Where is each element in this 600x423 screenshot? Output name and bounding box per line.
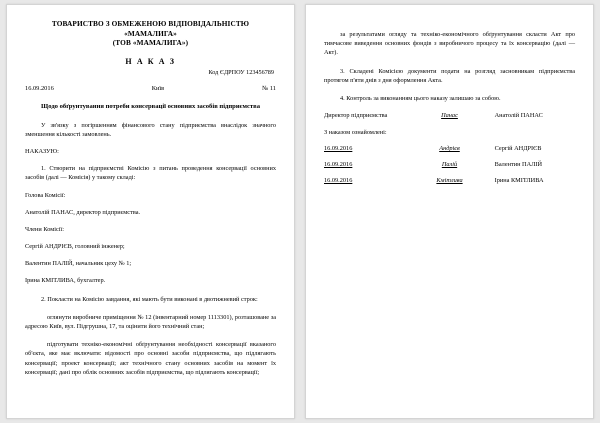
edrpou-code: Код ЄДРПОУ 123456789: [208, 68, 274, 76]
acknowledgement-name: Ірина КМІТЛИВА: [494, 177, 544, 185]
commission-member: Валентин ПАЛІЙ, начальник цеху № 1;: [25, 260, 132, 268]
document-page-2[interactable]: [305, 4, 594, 419]
order-keyword: НАКАЗУЮ:: [25, 148, 59, 156]
order-item-2-sub-c: за результатами огляду та техніко-економічного обґрунтування скласти Акт про тимчасове виведення основних фондів з виробничого процесу та їх консервацію (далі — Акт).: [324, 31, 575, 57]
acknowledgement-date: 16.09.2016: [324, 177, 353, 185]
document-meta-row: [25, 85, 276, 92]
director-role-label: Директор підприємства: [324, 112, 388, 120]
document-date: 16.09.2016: [25, 84, 54, 92]
acknowledgement-signature: Кмітлива: [436, 177, 463, 185]
organization-name-line-2: «МАМАЛИГА»: [124, 28, 177, 38]
document-number: № 11: [262, 84, 276, 92]
organization-name-line-1: ТОВАРИСТВО З ОБМЕЖЕНОЮ ВІДПОВІДАЛЬНІСТЮ: [51, 19, 250, 28]
acknowledgement-date: 16.09.2016: [324, 145, 353, 153]
acknowledgement-row: [324, 177, 575, 184]
organization-name-line-3: (ТОВ «МАМАЛИГА»): [112, 38, 189, 48]
order-item-2-sub-a: оглянути виробниче приміщення № 12 (інвентарний номер 1113301), розташоване за адресою Київ, вул. Підгрушна, 17, та оцінити його технічний стан;: [25, 313, 276, 331]
acknowledgement-label: З наказом ознайомлені:: [324, 129, 387, 137]
director-signature: Панас: [441, 112, 458, 120]
acknowledgement-name: Сергій АНДРІЄВ: [494, 145, 542, 153]
acknowledgement-row: [324, 161, 575, 168]
preamble-paragraph: У зв'язку з погіршенням фінансового стану підприємства внаслідок значного зменшення кількості замовлень.: [25, 121, 276, 138]
commission-chair-label: Голова Комісії:: [25, 191, 66, 199]
document-type-heading: Н А К А З: [125, 56, 176, 66]
acknowledgement-signature: Андрієв: [439, 145, 460, 153]
acknowledgement-name: Валентин ПАЛІЙ: [494, 161, 543, 169]
order-item-4: 4. Контроль за виконанням цього наказу залишаю за собою.: [340, 94, 501, 102]
acknowledgement-signature: Палій: [441, 161, 458, 169]
order-item-1: 1. Створити на підприємстві Комісію з питань проведення консервації основних засобів (далі — Комісія) у такому складі:: [25, 165, 276, 182]
page-1-content: [7, 5, 294, 418]
acknowledgement-date: 16.09.2016: [324, 161, 353, 169]
commission-member: Ірина КМІТЛИВА, бухгалтер.: [25, 277, 106, 285]
acknowledgement-row: [324, 145, 575, 152]
document-subject: Щодо обґрунтування потреби консервації основних засобів підприємства: [41, 102, 260, 110]
director-name: Анатолій ПАНАС: [494, 112, 543, 120]
commission-member: Сергій АНДРІЄВ, головний інженер;: [25, 243, 125, 251]
commission-members-label: Члени Комісії:: [25, 225, 65, 233]
document-city: Київ: [151, 84, 165, 92]
order-item-3: 3. Складені Комісією документи подати на розгляд засновникам підприємства протягом п'яти днів з дня оформлення Акта.: [324, 67, 575, 84]
commission-chair-name: Анатолій ПАНАС, директор підприємства.: [25, 208, 141, 216]
document-page-1[interactable]: [6, 4, 295, 419]
order-item-2: 2. Покласти на Комісію завдання, які мають бути виконані в двотижневий строк:: [41, 295, 258, 303]
order-item-2-sub-b: підготувати техніко-економічні обґрунтування необхідності консервації вказаного об'єкта, яке має включати: відомості про основні засоби підприємства, що підлягають консервації; проект консервації; акт технічного стану основних засобів на момент їх консервації; дані про облік основних засобів підприємства, що підлягають консервації;: [25, 341, 276, 376]
director-signature-row: [324, 112, 575, 119]
page-2-content: [306, 5, 593, 418]
